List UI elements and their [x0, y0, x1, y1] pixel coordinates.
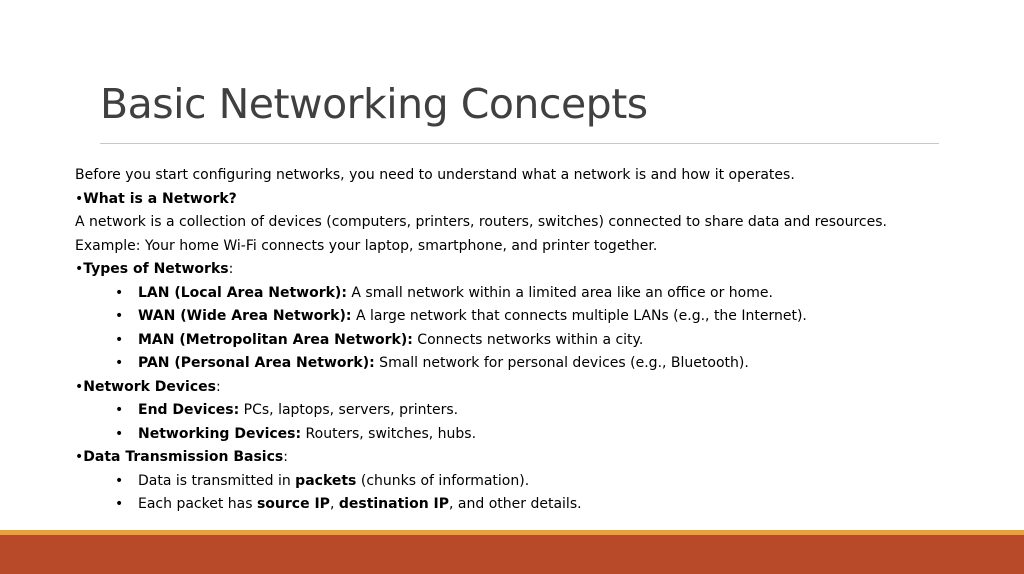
bullet: •	[75, 261, 84, 277]
footer-bar	[0, 535, 1024, 574]
item-term: LAN (Local Area Network):	[138, 284, 347, 301]
section-heading: Network Devices	[83, 378, 216, 395]
item-text: , and other details.	[449, 496, 582, 512]
sub-bullet: •	[115, 402, 124, 418]
sub-bullet: •	[115, 496, 124, 512]
heading-colon: :	[228, 261, 234, 277]
title-divider	[100, 143, 939, 144]
list-item-networking-devices	[75, 423, 995, 447]
list-item-pan	[75, 352, 995, 376]
section-data-transmission	[75, 446, 995, 470]
bullet: •	[75, 190, 84, 207]
item-desc: Connects networks within a city.	[412, 331, 644, 348]
section-heading: Types of Networks	[83, 261, 229, 277]
item-term: PAN (Personal Area Network):	[138, 355, 375, 371]
bullet: •	[75, 378, 84, 395]
list-item-lan	[75, 282, 995, 306]
sub-bullet: •	[115, 355, 124, 371]
item-text: (chunks of information).	[356, 472, 530, 489]
item-term: WAN (Wide Area Network):	[138, 308, 352, 324]
list-item-packets	[75, 470, 995, 494]
section-what-is-network	[75, 188, 995, 212]
list-item-man	[75, 329, 995, 353]
item-emphasis: packets	[295, 472, 357, 489]
bullet: •	[75, 449, 84, 465]
item-emphasis: destination IP	[338, 496, 450, 512]
sub-bullet: •	[115, 308, 124, 324]
item-text: Data is transmitted in	[138, 472, 296, 489]
list-item-packet-details	[75, 493, 995, 517]
item-desc: PCs, laptops, servers, printers.	[239, 402, 459, 418]
item-term: End Devices:	[138, 402, 240, 418]
sub-bullet: •	[115, 331, 124, 348]
item-emphasis: source IP	[256, 496, 330, 512]
section-types-of-networks	[75, 258, 995, 282]
section-heading: What is a Network?	[83, 190, 237, 207]
slide-body	[75, 164, 995, 517]
sub-bullet: •	[115, 425, 124, 442]
item-term: Networking Devices:	[138, 425, 302, 442]
sub-bullet: •	[115, 284, 124, 301]
list-item-end-devices	[75, 399, 995, 423]
item-desc: A large network that connects multiple LANs (e.g., the Internet).	[351, 308, 807, 324]
section-network-devices	[75, 376, 995, 400]
item-desc: A small network within a limited area like an office or home.	[346, 284, 773, 301]
item-text: ,	[329, 496, 339, 512]
slide-title: Basic Networking Concepts	[100, 80, 648, 128]
item-desc: Routers, switches, hubs.	[301, 425, 477, 442]
section-heading: Data Transmission Basics	[83, 449, 284, 465]
intro-text: Before you start configuring networks, you need to understand what a network is and how it operates.	[75, 167, 795, 183]
heading-colon: :	[283, 449, 288, 465]
heading-colon: :	[215, 378, 221, 395]
network-definition: A network is a collection of devices (computers, printers, routers, switches) connected to share data and resources.	[75, 214, 887, 230]
network-example: Example: Your home Wi-Fi connects your laptop, smartphone, and printer together.	[75, 237, 658, 254]
item-desc: Small network for personal devices (e.g., Bluetooth).	[374, 355, 749, 371]
item-text: Each packet has	[138, 496, 257, 512]
sub-bullet: •	[115, 472, 124, 489]
list-item-wan	[75, 305, 995, 329]
item-term: MAN (Metropolitan Area Network):	[138, 331, 413, 348]
